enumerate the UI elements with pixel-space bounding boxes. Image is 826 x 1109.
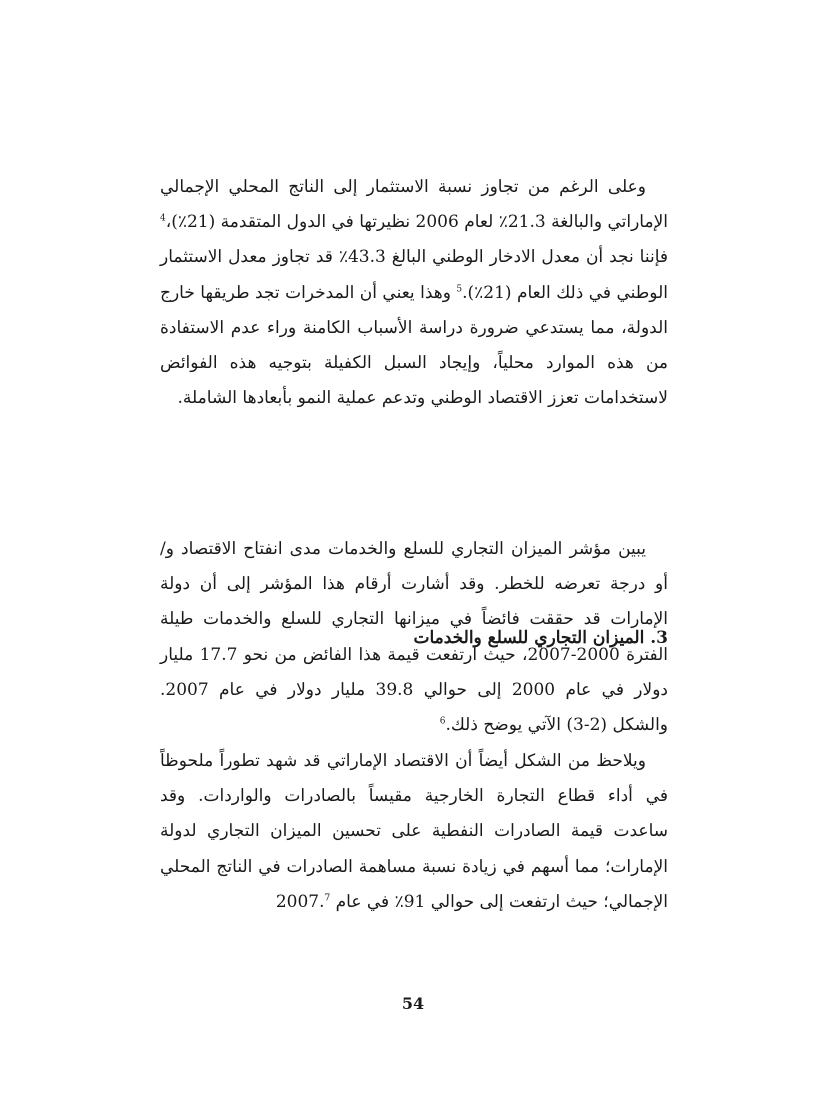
- section-heading: 3. الميزان التجاري للسلع والخدمات: [413, 628, 668, 648]
- paragraph-trade-balance-text: يبين مؤشر الميزان التجاري للسلع والخدمات مدى انفتاح الاقتصاد و/ أو درجة تعرضه للخطر. وقد أشارت أرقام هذا المؤشر إلى أن دولة الإمارات قد حققت فائضاً في ميزانها التجاري للسلع والخدمات طيلة الفترة 2000-2007، حيث ارتفعت قيمة هذا الفائض من نحو 17.7 مليار دولار في عام 2000 إلى حوالي 39.8 مليار دولار في عام 2007. والشكل (2-3) الآتي يوضح ذلك.: [160, 539, 668, 736]
- footnote-ref-6[interactable]: 6: [439, 716, 446, 727]
- paragraph-trade-balance: [160, 532, 668, 743]
- paragraph-exports-text: ويلاحظ من الشكل أيضاً أن الاقتصاد الإماراتي قد شهد تطوراً ملحوظاً في أداء قطاع التجارة الخارجية مقيساً بالصادرات والواردات. وقد ساعدت قيمة الصادرات النفطية على تحسين الميزان التجاري لدولة الإمارات؛ مما أسهم في زيادة نسبة مساهمة الصادرات في الناتج المحلي الإجمالي؛ حيث ارتفعت إلى حوالي 91٪ في عام 2007.: [160, 751, 668, 912]
- footnote-ref-4[interactable]: 4: [160, 213, 166, 224]
- paragraph-exports: [160, 744, 668, 920]
- footnote-ref-7[interactable]: 7: [324, 893, 331, 904]
- paragraph-savings-text-a: وعلى الرغم من تجاوز نسبة الاستثمار إلى الناتج المحلي الإجمالي الإماراتي والبالغة 21.3٪ لعام 2006 نظيرتها في الدول المتقدمة (21٪)،: [160, 177, 668, 233]
- paragraph-savings: [160, 170, 668, 416]
- paragraph-savings-text-b: فإننا نجد أن معدل الادخار الوطني البالغ 43.3٪ قد تجاوز معدل الاستثمار الوطني في ذلك العام (21٪).: [160, 247, 668, 303]
- paragraph-savings-text-c: وهذا يعني أن المدخرات تجد طريقها خارج الدولة، مما يستدعي ضرورة دراسة الأسباب الكامنة وراء عدم الاستفادة من هذه الموارد محلياً، وإيجاد السبل الكفيلة بتوجيه هذه الفوائض لاستخدامات تعزز الاقتصاد الوطني وتدعم عملية النمو بأبعادها الشاملة.: [160, 282, 668, 409]
- page-number: 54: [401, 994, 425, 1013]
- footnote-ref-5[interactable]: 5: [456, 283, 463, 294]
